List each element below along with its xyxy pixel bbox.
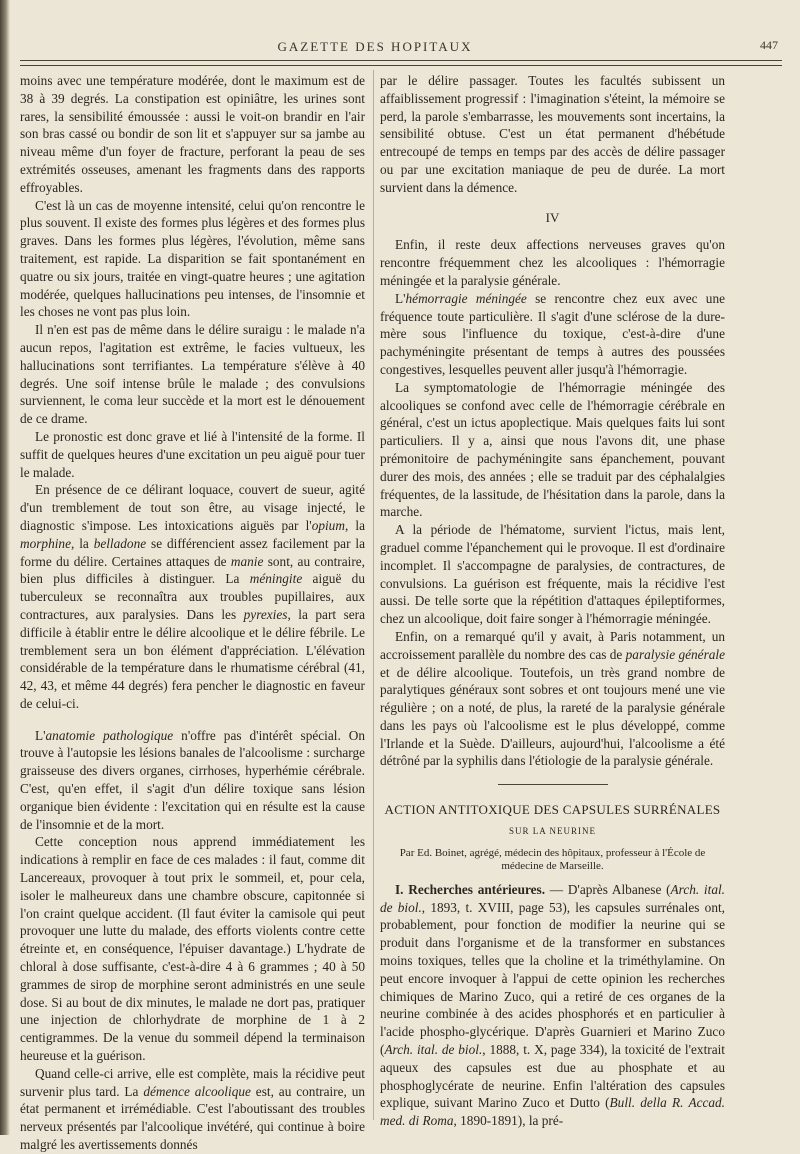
column-divider <box>373 70 374 1120</box>
text-run: , 1888, t. X, page 334), la toxicité de l'extrait aqueux des capsules est due au phosphate et au phosphoglycérate de neurine. Enfin l'altération des capsules explique, suivant Marino Zuco et Dutto ( <box>380 1042 725 1111</box>
paragraph <box>380 290 725 379</box>
text-run: se rencontre chez eux avec une fréquence toute particulière. Il s'agit d'une sclérose de la dure-mère sous l'influence du toxique, c'est-à-dire d'une pachyméningite présentant de temps à autres des poussées congestives, lesquelles peuvent aller jusqu'à l'hémorragie. <box>380 290 725 377</box>
text-run: — D'après Albanese ( <box>545 881 671 897</box>
italic-term: anatomie pathologique <box>45 727 174 743</box>
article-subtitle: SUR LA NEURINE <box>508 826 596 837</box>
paragraph <box>20 481 365 712</box>
text-run: aiguë du tuberculeux se reconnaîtra aux troubles pupillaires, aux contractures, aux paralysies. Dans les <box>20 571 365 622</box>
running-header <box>20 36 778 56</box>
text-run: Quand celle-ci arrive, elle est complète, mais la récidive peut survenir plus tard. La <box>20 1065 365 1099</box>
italic-term: démence alcoolique <box>143 1083 251 1099</box>
paragraph: Cette conception nous apprend immédiatement les indications à remplir en face de ces malades : il faut, comme dit Lancereaux, provoquer à tout prix le sommeil, et, pour cela, isoler le malheureux dans une chambre obscure, capitonnée si l'on craint quelque accident. (Il faut éviter la camisole qui peut provoquer une lutte du malade, des efforts violents contre cette étreinte et, en conséquence, l'épuiser davantage.) L'hydrate de chloral à dose suffisante, c'est-à-dire 4 à 6 grammes ; 40 à 50 grammes de sirop de morphine seront administrés en une seule dose. Si au bout de dix minutes, le malade ne dort pas, pratiquer une injection de chlorhydrate de morphine de 1 à 2 centigrammes. De la venue du sommeil dépend la terminaison heureuse et la guérison. <box>20 834 365 1064</box>
citation: Arch. ital. de biol. <box>384 1042 483 1058</box>
article-byline: Par Ed. Boinet, agrégé, médecin des hôpitaux, professeur à l'École de médecine de Marseille. <box>399 846 706 872</box>
italic-term: paralysie générale <box>625 646 725 662</box>
paragraph: par le délire passager. Toutes les facultés subissent un affaiblissement progressif : l'imagination s'éteint, la mémoire se perd, la parole s'embarrasse, les mouvements sont incertains, la sensibilité obtuse. C'est un état permanent d'hébétude entrecoupé de temps en temps par des accès de délire passager ou par une excitation maniaque de peu de durée. La mort survient dans la démence. <box>380 73 725 195</box>
paragraph: C'est là un cas de moyenne intensité, celui qu'on rencontre le plus souvent. Il existe des formes plus légères et des formes plus graves. Dans les formes plus légères, l'évolution, même sans traitement, est rapide. La disparition se fait spontanément en quatre ou six jours, traitée en vingt-quatre heures ; une agitation modérée, quelques hallucinations peu intenses, de l'insomnie et les choses ne vont pas plus loin. <box>20 197 365 320</box>
text-run: En présence de ce délirant loquace, couvert de sueur, agité d'un tremblement de tout son être, au visage injecté, le diagnostic s'impose. Les intoxications aiguës par l' <box>20 482 365 533</box>
citation: Arch. ital. de biol. <box>380 881 725 915</box>
paragraph: moins avec une température modérée, dont le maximum est de 38 à 39 degrés. La constipation est opiniâtre, les urines sont rares, la sensibilité émoussée : aussi le voit-on brandir en l'air son bras cassé ou bondir de son lit et s'appuyer sur sa jambe au niveau même d'un foyer de fracture, perforant la peau de ses extrémités osseuses, amenant les fragments dans des rapports effroyables. <box>20 73 365 195</box>
text-run: L' <box>395 290 406 306</box>
text-run: n'offre pas d'intérêt spécial. On trouve à l'autopsie les lésions banales de l'alcoolisme : surcharge graisseuse des divers organes, cirrhoses, hyperhémie cérébrale. C'est, qu'en effet, il s'agit d'un délire toxique sans lésion organique bien évidente : l'excitation qui en résulte est la cause de l'insomnie et de la mort. <box>20 727 366 832</box>
italic-term: hémorragie méningée <box>405 290 527 306</box>
text-run: L' <box>35 727 46 743</box>
text-run: , la part sera difficile à établir entre le délire alcoolique et le délire fébrile. Le tremblement sera un bon élément d'appréciation. L'élévation considérable de la température dans le rhumatisme cérébral (41, 42, 43, et même 44 degrés) fera pencher le diagnostic en faveur de celui-ci. <box>20 606 365 711</box>
left-column <box>20 72 365 1154</box>
text-run: , la <box>70 535 94 551</box>
page-binding-edge <box>0 0 10 1135</box>
text-run: se différencient assez facilement par la forme du délire. Certaines attaques de <box>20 535 365 569</box>
header-double-rule <box>20 60 782 66</box>
page-number: 447 <box>760 38 778 52</box>
text-run: est, au contraire, un état permanent et irrémédiable. C'est l'aboutissant des troubles nerveux présentés par l'alcoolique invétéré, qui continue à boire malgré les avertissements donnés <box>20 1083 366 1153</box>
paragraph: La symptomatologie de l'hémorragie méningée des alcooliques se confond avec celle de l'hémorragie cérébrale en général, c'est un ictus apoplectique. Mais quelques faits lui sont particuliers. Il y a, ainsi que nous l'avons dit, une phase prémonitoire de pachyméningite sans épanchement, pouvant durer des mois, des années ; elle se traduit par des céphalalgies fréquentes, de la lassitude, de l'hésitation dans la parole, dans la marche. <box>380 379 725 520</box>
text-run: , 1890-1891), la pré- <box>453 1113 564 1129</box>
text-run: sont, au contraire, bien plus difficiles à distinguer. La <box>20 553 365 587</box>
italic-term: manie <box>230 553 264 569</box>
italic-term: morphine <box>20 535 71 551</box>
italic-term: pyrexies <box>243 606 288 622</box>
separator-rule <box>498 784 608 789</box>
paragraph: Le pronostic est donc grave et lié à l'intensité de la forme. Il suffit de quelques heures d'une excitation un peu aiguë pour tuer le malade. <box>20 428 365 480</box>
paragraph: Il n'en est pas de même dans le délire suraigu : le malade n'a aucun repos, l'agitation est extrême, le facies vultueux, les hallucinations sont terrifiantes. La température s'élève à 40 degrés. Une soif intense brûle le malade ; des convulsions surviennent, le coma leur succède et la mort est le dénouement de ce drame. <box>20 322 365 427</box>
text-run: Enfin, on a remarqué qu'il y avait, à Paris notamment, un accroissement parallèle du nombre des cas de <box>380 628 725 662</box>
paragraph <box>20 727 365 834</box>
paragraph <box>380 628 725 770</box>
paragraph <box>20 1065 365 1154</box>
text-run: et de délire alcoolique. Toutefois, un très grand nombre de paralytiques généraux sont sobres et ont toujours mené une vie régulière ; on a noté, de plus, la rareté de la paralysie générale dans les pays où l'alcoolisme est le plus développé, comme l'Irlande et la Suède. D'ailleurs, aujourd'hui, l'alcoolisme a été détrôné par la syphilis dans l'étiologie de la paralysie générale. <box>380 664 725 769</box>
running-title: GAZETTE DES HOPITAUX <box>277 39 473 54</box>
paragraph <box>380 881 725 1130</box>
paragraph: Enfin, il reste deux affections nerveuses graves qu'on rencontre fréquemment chez les alcooliques : l'hémorragie méningée et la paralysie générale. <box>380 237 725 288</box>
citation: Bull. della R. Accad. med. di Roma <box>380 1095 725 1129</box>
text-run: , 1893, t. XVIII, page 53), les capsules surrénales ont, probablement, pour fonction de modifier la neurine qui se produit dans l'organisme et de la transformer en substances moins toxiques, telles que la choline et la triméthylamine. On peut encore invoquer à l'appui de cette opinion les recherches chimiques de Marino Zuco, qui a retiré de ces organes de la neurine combinée à des acides phosphorés et en particulier à l'acide phospho-glycérique. D'après Guarnieri et Marino Zuco ( <box>380 899 725 1058</box>
italic-term: opium <box>311 517 345 533</box>
italic-term: méningite <box>249 571 303 587</box>
section-number: IV <box>545 209 560 225</box>
italic-term: belladone <box>93 535 147 551</box>
right-column <box>380 72 725 1130</box>
paragraph: A la période de l'hématome, survient l'ictus, mais lent, graduel comme l'épanchement qui le provoque. Il est d'ordinaire incomplet. Il s'accompagne de paralysies, de contractures, de convulsions. La guérison est fréquente, mais la récidive l'est aussi. De telle sorte que la répétition d'attaques épileptiformes, chez un alcoolique, doit faire songer à l'hémorragie méningée. <box>380 522 725 627</box>
text-run: , la <box>344 517 365 533</box>
article-title: ACTION ANTITOXIQUE DES CAPSULES SURRÉNALES <box>384 802 721 818</box>
section-lead: I. Recherches antérieures. <box>395 881 546 897</box>
